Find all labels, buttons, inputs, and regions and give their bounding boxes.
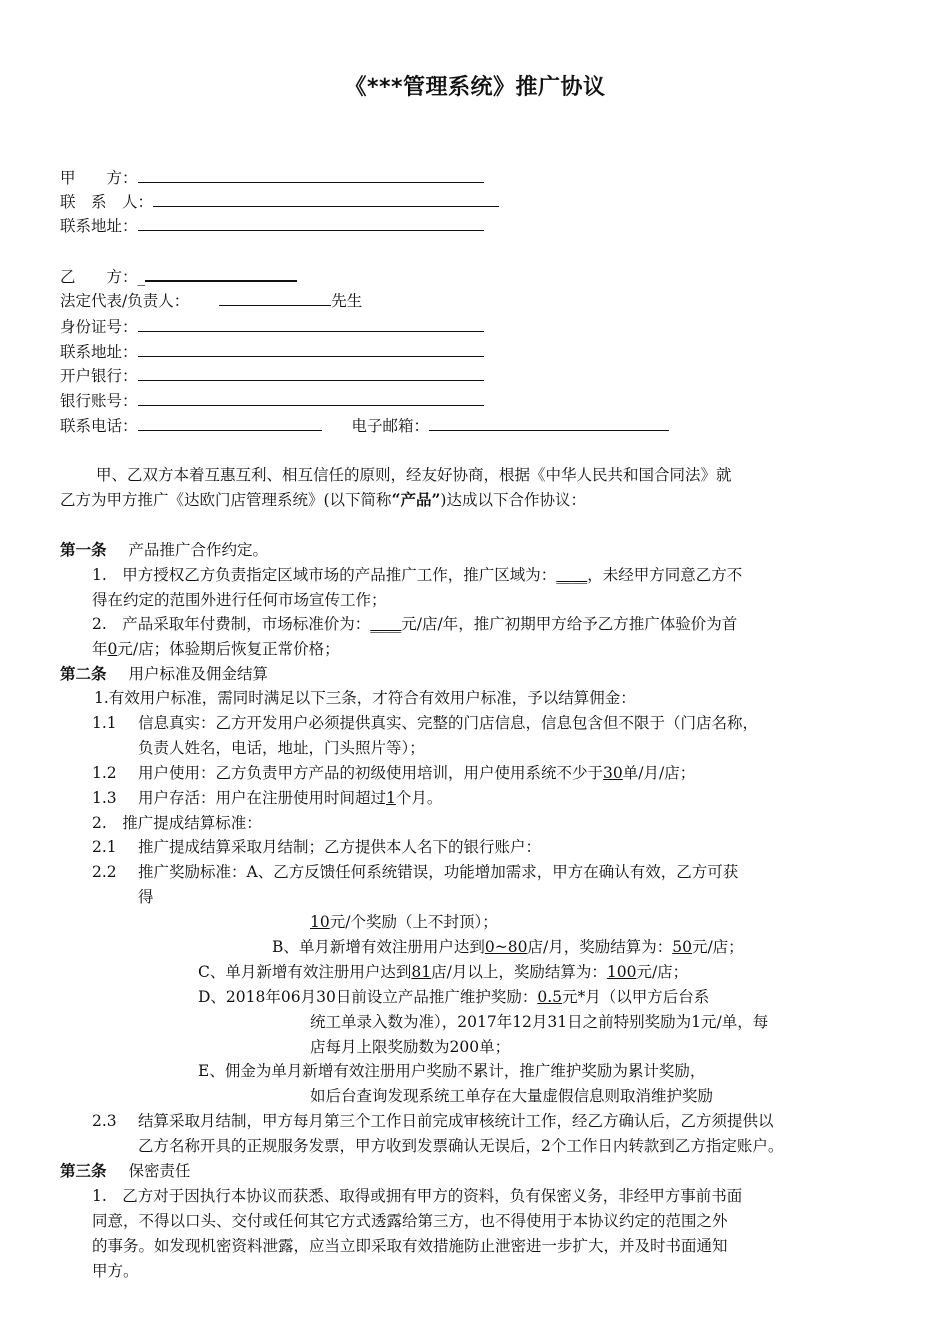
party-b-id-label: 身份证号：	[60, 318, 138, 336]
party-b-phone-row	[60, 414, 669, 436]
intro-line-2	[60, 490, 586, 510]
party-b-account-row	[60, 389, 484, 411]
party-b-account-label: 银行账号：	[60, 392, 138, 410]
article-1-item-2-text-end: 元/店/年，推广初期甲方给予乙方推广体验价为首	[401, 615, 738, 633]
article-2-title: 用户标准及佣金结算	[128, 665, 269, 683]
article-1-item-2-text-3: 元/店；体验期后恢复正常价格；	[117, 640, 340, 658]
article-2-p2: 2. 推广提成结算标准：	[92, 814, 262, 832]
party-a-address-row	[60, 214, 484, 236]
clause-number: 2.2	[92, 863, 117, 881]
article-1-title: 产品推广合作约定。	[128, 541, 269, 559]
article-3-line-2: 同意，不得以口头、交付或任何其它方式透露给第三方，也不得使用于本协议约定的范围之外	[92, 1212, 728, 1230]
intro-line-1: 甲、乙双方本着互惠互利、相互信任的原则，经友好协商，根据《中华人民共和国合同法》就	[96, 466, 732, 484]
party-b-name-blank[interactable]	[145, 264, 297, 282]
party-b-bank-blank[interactable]	[138, 364, 484, 381]
clause-text-end: 个月。	[395, 789, 443, 807]
party-a-contact-row	[60, 190, 499, 212]
clause-2-3-line-1	[92, 1111, 774, 1131]
article-3-line-3: 的事务。如发现机密资料泄露，应当立即采取有效措施防止泄密进一步扩大，并及时书面通知	[92, 1237, 728, 1255]
article-1-item-2-text: 2. 产品采取年付费制，市场标准价为：	[92, 615, 371, 633]
article-1-number: 第一条	[60, 541, 107, 559]
reward-b	[272, 937, 744, 957]
clause-number: 2.1	[92, 838, 117, 856]
reward-b-value: 50	[672, 938, 692, 956]
article-3-line-4: 甲方。	[92, 1262, 139, 1280]
clause-1-1-line-1	[92, 713, 758, 733]
article-1-item-1-text: 1. 甲方授权乙方负责指定区域市场的产品推广工作，推广区域为：	[92, 566, 557, 584]
party-a-address-blank[interactable]	[138, 214, 484, 231]
reward-a	[310, 912, 498, 932]
article-3-number: 第三条	[60, 1162, 107, 1180]
party-b-name-row	[60, 264, 297, 287]
article-1-heading	[60, 540, 268, 560]
reward-d-text: D、2018年06月30日前设立产品推广维护奖励：	[198, 988, 538, 1006]
min-months-value: 1	[386, 789, 396, 807]
party-a-contact-label: 联 系 人：	[60, 193, 154, 211]
party-a-name-blank[interactable]	[138, 166, 484, 183]
reward-c-range: 81	[411, 963, 432, 981]
clause-2-2-line-2: 得	[138, 888, 154, 906]
article-1-item-2-line-1	[92, 614, 737, 634]
clause-2-2-line-1	[92, 862, 738, 882]
reward-c-value: 100	[606, 963, 637, 981]
clause-text: 推广奖励标准：A、乙方反馈任何系统错误，功能增加需求，甲方在确认有效，乙方可获	[138, 863, 739, 881]
party-b-name-label: 乙 方：_	[60, 268, 146, 286]
article-2-number: 第二条	[60, 665, 107, 683]
clause-1-1-line-2: 负责人姓名，电话，地址，门头照片等）；	[138, 739, 425, 757]
article-3-title: 保密责任	[128, 1162, 191, 1180]
clause-number: 1.2	[92, 764, 117, 782]
party-b-email-blank[interactable]	[429, 414, 669, 431]
reward-d-line-1	[198, 987, 709, 1007]
reward-b-text: B、单月新增有效注册用户达到	[272, 938, 485, 956]
clause-text: 信息真实：乙方开发用户必须提供真实、完整的门店信息，信息包含但不限于（门店名称，	[138, 714, 759, 732]
clause-text: 用户使用：乙方负责甲方产品的初级使用培训，用户使用系统不少于	[138, 764, 604, 782]
reward-b-text-3: 元/店；	[691, 938, 744, 956]
clause-text: 推广提成结算采取月结制；乙方提供本人名下的银行账户：	[138, 838, 542, 856]
party-b-address-row	[60, 340, 484, 362]
reward-c-text-2: 店/月以上，奖励结算为：	[431, 963, 607, 981]
reward-e-line-2: 如后台查询发现系统工单存在大量虚假信息则取消维护奖励	[310, 1087, 714, 1105]
price-blank[interactable]: ____	[370, 615, 402, 633]
reward-d-text-2: 元*月（以甲方后台系	[561, 988, 710, 1006]
party-b-id-blank[interactable]	[138, 315, 484, 332]
reward-d-value: 0.5	[537, 988, 562, 1006]
reward-b-text-2: 店/月，奖励结算为：	[527, 938, 673, 956]
article-1-item-1-line-2: 得在约定的范围外进行任何市场宣传工作；	[92, 591, 387, 609]
party-b-legal-rep-label: 法定代表/负责人：	[60, 292, 190, 310]
reward-a-value: 10	[310, 913, 330, 931]
party-b-legal-rep-row	[60, 289, 362, 311]
reward-d-line-3: 店每月上限奖励数为200单；	[310, 1038, 511, 1056]
party-b-phone-label: 联系电话：	[60, 417, 138, 435]
article-2-heading	[60, 664, 268, 684]
party-b-bank-label: 开户银行：	[60, 367, 138, 385]
reward-d-line-2: 统工单录入数为准），2017年12月31日之前特别奖励为1元/单，每	[310, 1013, 769, 1031]
party-b-email-label: 电子邮箱：	[351, 417, 430, 435]
intro-text-end: )达成以下合作协议：	[440, 491, 586, 509]
article-1-item-2-text-2: 年	[92, 640, 108, 658]
party-b-bank-row	[60, 364, 484, 386]
party-b-legal-rep-suffix: 先生	[331, 292, 363, 310]
article-3-line-1: 1. 乙方对于因执行本协议而获悉、取得或拥有甲方的资料，负有保密义务，非经甲方事前书面	[92, 1187, 743, 1205]
article-1-item-2-line-2	[92, 639, 340, 659]
party-a-name-label: 甲 方：	[60, 169, 138, 187]
region-blank[interactable]: ____	[556, 566, 588, 584]
party-b-address-label: 联系地址：	[60, 343, 138, 361]
clause-2-1	[92, 837, 541, 857]
party-b-account-blank[interactable]	[138, 389, 484, 406]
reward-e-line-1: E、佣金为单月新增有效注册用户奖励不累计，推广维护奖励为累计奖励，	[198, 1062, 706, 1080]
clause-number: 2.3	[92, 1112, 117, 1130]
article-1-item-1-text-end: ，未经甲方同意乙方不	[587, 566, 743, 584]
article-1-item-1-line-1	[92, 565, 742, 585]
party-b-id-row	[60, 315, 484, 337]
party-b-legal-rep-blank[interactable]	[219, 289, 331, 306]
clause-number: 1.3	[92, 789, 117, 807]
party-b-phone-blank[interactable]	[138, 414, 322, 431]
party-a-contact-blank[interactable]	[153, 190, 499, 207]
party-a-name-row	[60, 166, 484, 188]
trial-price-value: 0	[107, 640, 118, 658]
clause-text-end: 单/月/店；	[622, 764, 696, 782]
reward-c-text: C、单月新增有效注册用户达到	[198, 963, 412, 981]
reward-b-range: 0~80	[484, 938, 528, 956]
clause-1-3	[92, 788, 442, 808]
clause-text: 用户存活：用户在注册使用时间超过	[138, 789, 387, 807]
party-b-address-blank[interactable]	[138, 340, 484, 357]
reward-a-text: 元/个奖励（上不封顶）；	[329, 913, 498, 931]
document-title: 《***管理系统》推广协议	[344, 75, 606, 100]
intro-product-term: “产品”	[391, 490, 441, 509]
party-a-address-label: 联系地址：	[60, 217, 138, 235]
article-2-p1: 1.有效用户标准，需同时满足以下三条，才符合有效用户标准，予以结算佣金：	[94, 689, 636, 707]
reward-c-text-3: 元/店；	[636, 963, 689, 981]
article-3-heading	[60, 1161, 191, 1181]
reward-c	[198, 962, 688, 982]
intro-text: 乙方为甲方推广《达欧门店管理系统》(以下简称	[60, 491, 392, 509]
clause-1-2	[92, 763, 695, 783]
clause-2-3-line-2: 乙方名称开具的正规服务发票，甲方收到发票确认无误后，2个工作日内转款到乙方指定账户。	[138, 1137, 784, 1155]
clause-number: 1.1	[92, 714, 117, 732]
clause-text: 结算采取月结制，甲方每月第三个工作日前完成审核统计工作，经乙方确认后，乙方须提供以	[138, 1112, 774, 1130]
min-orders-value: 30	[603, 764, 623, 782]
